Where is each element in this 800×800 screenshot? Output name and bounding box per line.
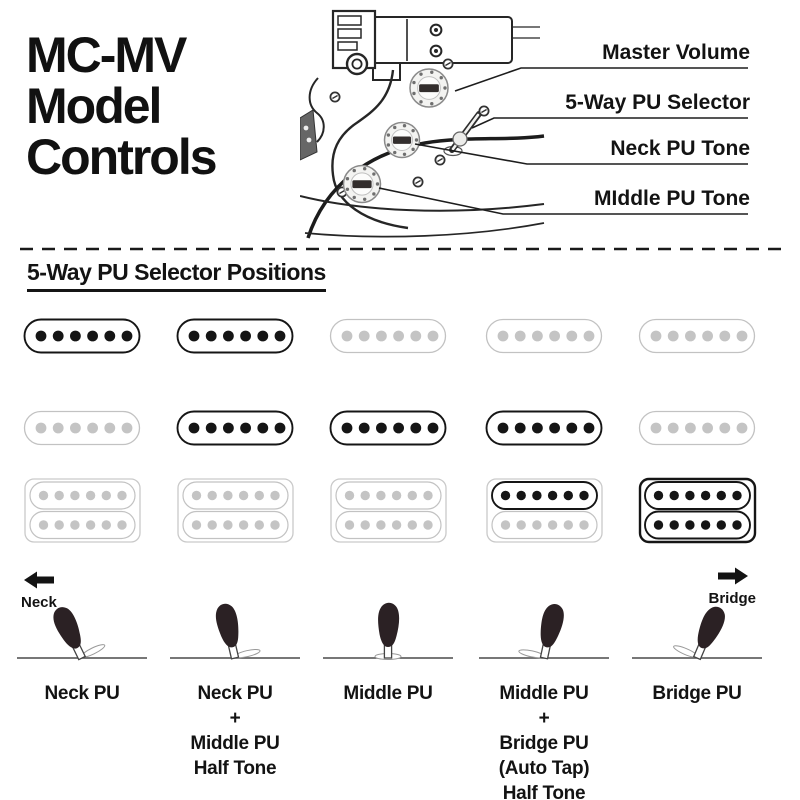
section-heading: 5-Way PU Selector Positions xyxy=(27,259,326,292)
position-label-line: Half Tone xyxy=(502,783,586,800)
position-column-2 xyxy=(160,310,310,800)
position-label xyxy=(305,681,471,706)
neck-pickup-icon xyxy=(638,318,756,354)
position-label xyxy=(152,681,318,781)
callout-label-neck-pu-tone: Neck PU Tone xyxy=(610,137,750,160)
position-label xyxy=(0,681,165,706)
selector-lever-icon xyxy=(17,598,147,666)
position-label-line: Half Tone xyxy=(193,758,277,779)
position-label-line: Bridge PU xyxy=(499,733,589,754)
page-title-line-2: Model xyxy=(26,78,161,134)
position-column-3 xyxy=(313,310,463,800)
page-title-line-1: MC-MV xyxy=(26,27,186,83)
position-column-4 xyxy=(469,310,619,800)
position-label-line: Neck PU xyxy=(197,683,273,704)
position-label-line: Neck PU xyxy=(44,683,120,704)
bridge-humbucker-icon xyxy=(23,477,142,544)
middle-pickup-icon xyxy=(329,410,447,446)
dashed-divider xyxy=(18,246,783,252)
middle-pickup-icon xyxy=(638,410,756,446)
position-label-line: + xyxy=(538,708,550,729)
middle-pickup-icon xyxy=(176,410,294,446)
position-label xyxy=(614,681,780,706)
position-label xyxy=(461,681,627,800)
selector-lever-icon xyxy=(323,598,453,666)
selector-lever-icon xyxy=(632,598,762,666)
selector-lever-icon xyxy=(170,598,300,666)
middle-pickup-icon xyxy=(23,410,141,446)
position-label-line: + xyxy=(229,708,241,729)
position-label-line: (Auto Tap) xyxy=(498,758,590,779)
neck-pickup-icon xyxy=(329,318,447,354)
position-label-line: Middle PU xyxy=(499,683,589,704)
bridge-humbucker-icon xyxy=(485,477,604,544)
callout-label-middle-pu-tone: MIddle PU Tone xyxy=(594,187,750,210)
position-label-line: Middle PU xyxy=(343,683,433,704)
position-column-5 xyxy=(622,310,772,800)
callout-label-5way-pu-selector: 5-Way PU Selector xyxy=(565,91,750,114)
bridge-direction-label: Bridge xyxy=(708,590,756,607)
position-label-line: Bridge PU xyxy=(652,683,742,704)
middle-pickup-icon xyxy=(485,410,603,446)
bridge-humbucker-icon xyxy=(638,477,757,544)
neck-pickup-icon xyxy=(485,318,603,354)
selector-lever-icon xyxy=(479,598,609,666)
neck-pickup-icon xyxy=(176,318,294,354)
bridge-humbucker-icon xyxy=(176,477,295,544)
bridge-humbucker-icon xyxy=(329,477,448,544)
page-title-line-3: Controls xyxy=(26,129,216,185)
neck-direction-label: Neck xyxy=(21,594,57,611)
position-column-1 xyxy=(7,310,157,800)
position-label-line: Middle PU xyxy=(190,733,280,754)
neck-pickup-icon xyxy=(23,318,141,354)
callout-label-master-volume: Master Volume xyxy=(602,41,750,64)
